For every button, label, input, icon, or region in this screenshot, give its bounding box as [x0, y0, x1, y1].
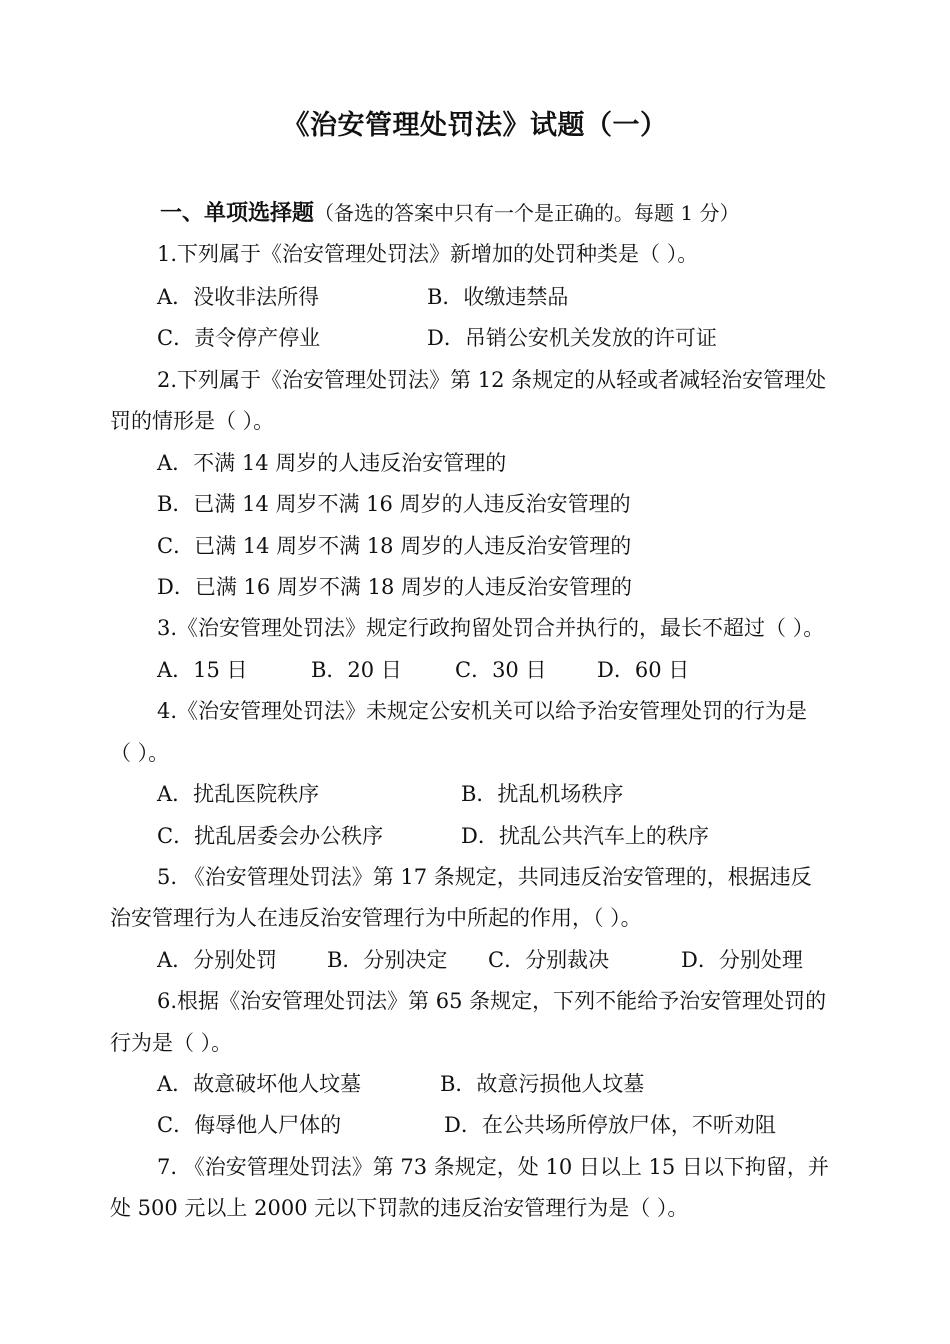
question-5-line-2: 治安管理行为人在违反治安管理行为中所起的作用，（ ）。: [110, 906, 642, 930]
question-5-line-1: 5. 《治安管理处罚法》第 17 条规定，共同违反治安管理的，根据违反: [157, 865, 812, 889]
section-heading-line: [160, 196, 739, 227]
question-6-option-d: D．在公共场所停放尸体，不听劝阻: [444, 1113, 776, 1137]
question-7-line-2: 处 500 元以上 2000 元以下罚款的违反治安管理行为是（ ）。: [110, 1196, 689, 1220]
section-heading: 一、单项选择题: [160, 201, 315, 226]
question-6-option-c: C．侮辱他人尸体的: [157, 1113, 342, 1137]
question-4-option-d: D．扰乱公共汽车上的秩序: [461, 824, 709, 848]
question-7-line-1: 7. 《治安管理处罚法》第 73 条规定，处 10 日以上 15 日以下拘留，并: [157, 1155, 829, 1179]
question-2-option-d: D．已满 16 周岁不满 18 周岁的人违反治安管理的: [157, 575, 632, 599]
question-3-option-a: A．15 日: [157, 658, 248, 682]
question-3-line-1: 3.《治安管理处罚法》规定行政拘留处罚合并执行的，最长不超过（ ）。: [157, 616, 825, 640]
question-6-option-a: A．故意破坏他人坟墓: [157, 1072, 362, 1096]
question-5-option-b: B．分别决定: [327, 948, 448, 972]
question-2-option-a: A．不满 14 周岁的人违反治安管理的: [157, 451, 507, 475]
question-4-line-1: 4.《治安管理处罚法》未规定公安机关可以给予治安管理处罚的行为是: [157, 699, 808, 723]
question-1-option-d: D．吊销公安机关发放的许可证: [427, 326, 717, 350]
question-6-line-1: 6.根据《治安管理处罚法》第 65 条规定，下列不能给予治安管理处罚的: [157, 989, 827, 1013]
question-5-option-d: D．分别处理: [681, 948, 803, 972]
question-2-option-b: B．已满 14 周岁不满 16 周岁的人违反治安管理的: [157, 492, 631, 516]
section-note: （备选的答案中只有一个是正确的。每题 1 分）: [314, 201, 740, 225]
question-3-option-c: C．30 日: [455, 658, 547, 682]
question-5-option-a: A．分别处罚: [157, 948, 278, 972]
page-title: 《治安管理处罚法》试题（一）: [282, 110, 668, 141]
question-5-option-c: C．分别裁决: [488, 948, 610, 972]
question-6-line-2: 行为是（ ）。: [110, 1031, 233, 1055]
question-1-option-a: A．没收非法所得: [157, 285, 320, 309]
question-3-option-d: D．60 日: [597, 658, 690, 682]
question-1-line-1: 1.下列属于《治安管理处罚法》新增加的处罚种类是（ ）。: [157, 242, 699, 266]
question-4-option-a: A．扰乱医院秩序: [157, 782, 320, 806]
question-6-option-b: B．故意污损他人坟墓: [440, 1072, 645, 1096]
question-1-option-c: C．责令停产停业: [157, 326, 321, 350]
question-2-option-c: C．已满 14 周岁不满 18 周岁的人违反治安管理的: [157, 534, 632, 558]
question-2-line-1: 2.下列属于《治安管理处罚法》第 12 条规定的从轻或者减轻治安管理处: [157, 368, 827, 392]
question-3-option-b: B．20 日: [311, 658, 402, 682]
question-1-option-b: B．收缴违禁品: [427, 285, 569, 309]
question-2-line-2: 罚的情形是（ ）。: [110, 409, 275, 433]
question-4-option-c: C．扰乱居委会办公秩序: [157, 824, 384, 848]
question-4-line-2: （ ）。: [110, 741, 170, 765]
question-4-option-b: B．扰乱机场秩序: [461, 782, 624, 806]
